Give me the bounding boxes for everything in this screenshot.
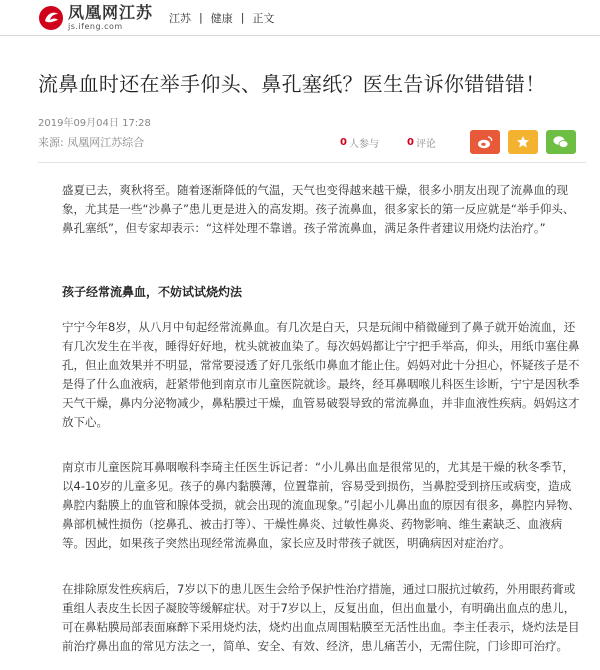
comments-count[interactable] <box>407 135 436 150</box>
meta-divider <box>38 162 586 163</box>
source-name[interactable]: 凤凰网江苏综合 <box>67 136 145 149</box>
article-date: 2019年09月04日 17:28 <box>38 118 151 129</box>
participants-label: 人参与 <box>348 138 379 150</box>
phoenix-logo-icon <box>38 5 64 31</box>
breadcrumb-item-jiangsu[interactable]: 江苏 <box>169 11 192 25</box>
favorite-button[interactable] <box>508 130 538 154</box>
participants-number: 0 <box>340 136 347 148</box>
participants-count[interactable] <box>340 135 379 150</box>
breadcrumb-item-current: 正文 <box>252 11 275 25</box>
article-paragraph-4: 在排除原发性疾病后，7岁以下的患儿医生会给予保护性治疗措施，通过口服抗过敏药，外用眼药膏或重组人表皮生长因子凝胶等缓解症状。对于7岁以上，反复出血，但出血量小，有明确出血点的患儿，可在鼻粘膜局部表面麻醉下采用烧灼法，烧灼出血点周围粘膜至无活性出血。李主任表示，烧灼法是目前治疗鼻出血的常见方法之一，简单、安全、有效、经济，患儿痛苦小，无需住院，门诊即可治疗。 <box>62 582 580 653</box>
share-wechat-button[interactable] <box>546 130 576 154</box>
share-weibo-button[interactable] <box>470 130 500 154</box>
comments-number: 0 <box>406 136 414 148</box>
article-meta <box>38 130 586 154</box>
breadcrumb-separator: | <box>240 11 245 24</box>
wechat-icon <box>553 135 569 149</box>
source-label: 来源: <box>38 136 64 149</box>
article-subheading: 孩子经常流鼻血，不妨试试烧灼法 <box>62 285 243 299</box>
article-title: 流鼻血时还在举手仰头、鼻孔塞纸？医生告诉你错错错！ <box>38 72 546 96</box>
article-source <box>38 134 144 150</box>
article-paragraph-3: 南京市儿童医院耳鼻咽喉科李琦主任医生诉记者：“小儿鼻出血是很常见的，尤其是干燥的秋冬季节，以4-10岁的儿童多见。孩子的鼻内黏膜薄，位置靠前，容易受到损伤，当鼻腔受到挤压或病变，造成鼻腔内黏膜上的血管和腺体受损，就会出现的流血现象。”引起小儿鼻出血的原因有很多，鼻腔内异物、鼻部机械性损伤（挖鼻孔、被击打等）、干燥性鼻炎、过敏性鼻炎、药物影响、维生素缺乏、血液病等。因此，如果孩子突然出现经常流鼻血，家长应及时带孩子就医，明确病因对症治疗。 <box>62 460 580 550</box>
logo-domain-text: js.ifeng.com <box>68 21 123 31</box>
article-paragraph-1: 盛夏已去，爽秋将至。随着逐渐降低的气温，天气也变得越来越干燥，很多小朋友出现了流鼻血的现象，尤其是一些“沙鼻子”患儿更是进入的高发期。孩子流鼻血，很多家长的第一反应就是“举手仰头、鼻孔塞纸”，但专家却表示：“这样处理不靠谱。孩子常流鼻血，满足条件者建议用烧灼法治疗。” <box>62 183 575 235</box>
breadcrumb-item-health[interactable]: 健康 <box>210 11 233 25</box>
star-icon <box>516 135 530 149</box>
share-bar <box>470 130 576 154</box>
site-header <box>0 0 600 36</box>
breadcrumb <box>169 10 274 26</box>
comments-label: 评论 <box>415 138 436 150</box>
article-stats <box>340 135 464 150</box>
logo-chinese-text: 凤凰网江苏 <box>68 2 154 22</box>
site-logo[interactable] <box>38 2 154 31</box>
weibo-icon <box>477 135 493 149</box>
article-paragraph-2: 宁宁今年8岁，从八月中旬起经常流鼻血。有几次是白天，只是玩闹中稍微碰到了鼻子就开始流血，还有几次发生在半夜，睡得好好地，枕头就被血染了。每次妈妈都让宁宁把手举高，仰头，用纸巾塞住鼻孔，但止血效果并不明显，常常要浸透了好几张纸巾鼻血才能止住。妈妈对此十分担心，怀疑孩子是不是得了什么血液病，赶紧带他到南京市儿童医院就诊。最终，经耳鼻咽喉儿科医生诊断，宁宁是因秋季天气干燥，鼻内分泌物减少，鼻粘膜过干燥，血管易破裂导致的常流鼻血，并非血液性疾病。妈妈这才放下心。 <box>62 320 580 429</box>
breadcrumb-separator: | <box>199 11 203 24</box>
